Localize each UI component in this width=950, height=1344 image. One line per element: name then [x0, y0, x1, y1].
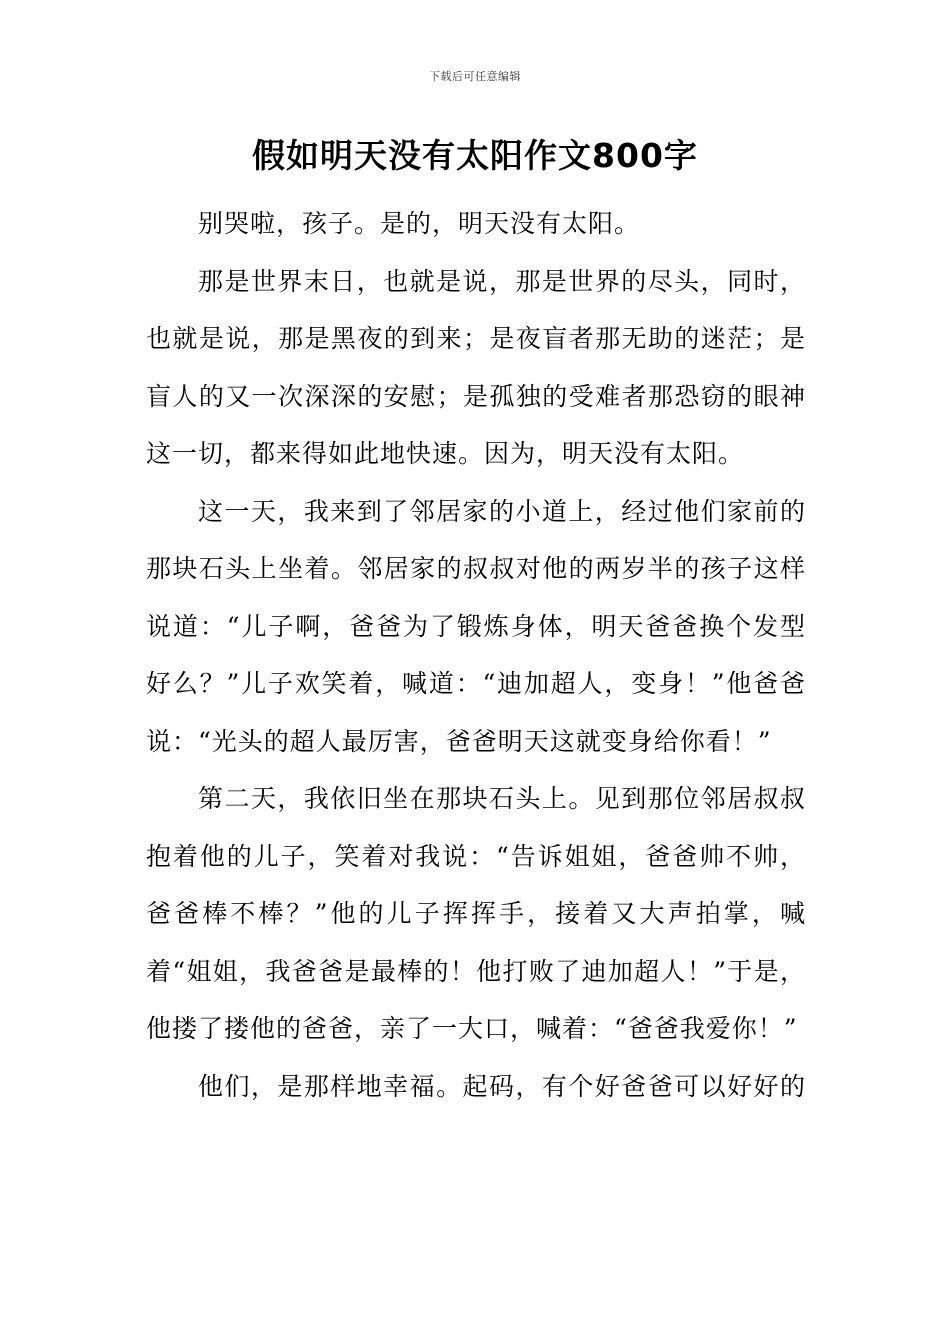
paragraph: 第二天，我依旧坐在那块石头上。见到那位邻居叔叔抱着他的儿子，笑着对我说：“告诉姐姐，爸爸帅不帅，爸爸棒不棒？”他的儿子挥挥手，接着又大声拍掌，喊着“姐姐，我爸爸是最棒的！他打败了迪加超人！”于是，他搂了搂他的爸爸，亲了一大口，喊着：“爸爸我爱你！”	[146, 784, 806, 1043]
paragraph: 那是世界末日，也就是说，那是世界的尽头，同时，也就是说，那是黑夜的到来；是夜盲者那无助的迷茫；是盲人的又一次深深的安慰；是孤独的受难者那恐窃的眼神这一切，都来得如此地快速。因为，明天没有太阳。	[146, 266, 806, 468]
paragraph: 别哭啦，孩子。是的，明天没有太阳。	[198, 209, 641, 238]
header-note: 下载后可任意编辑	[429, 70, 521, 83]
paragraph: 他们，是那样地幸福。起码，有个好爸爸可以好好的	[198, 1071, 806, 1101]
document-body	[146, 195, 806, 1115]
paragraph: 这一天，我来到了邻居家的小道上，经过他们家前的那块石头上坐着。邻居家的叔叔对他的两岁半的孩子这样说道：“儿子啊，爸爸为了锻炼身体，明天爸爸换个发型好么？”儿子欢笑着，喊道：“迪加超人，变身！”他爸爸说：“光头的超人最厉害，爸爸明天这就变身给你看！”	[146, 496, 806, 756]
document-title: 假如明天没有太阳作文800字	[252, 136, 698, 175]
